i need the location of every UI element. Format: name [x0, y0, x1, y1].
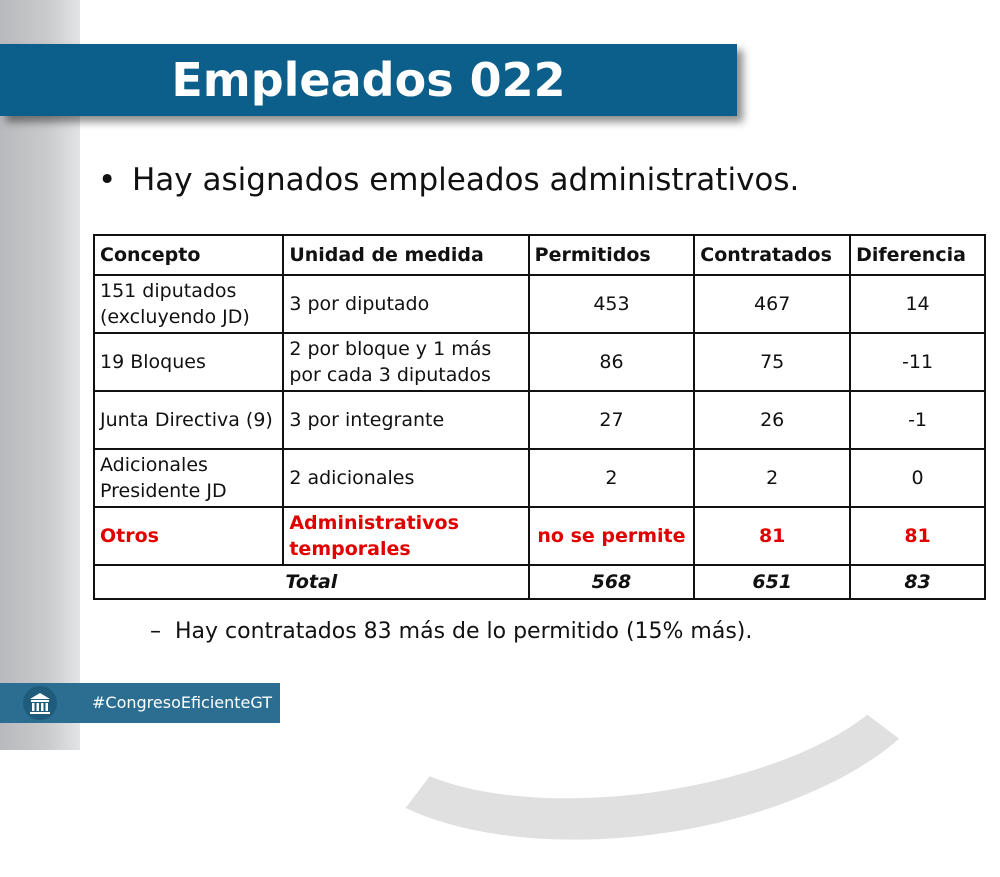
cell-contratados: 81: [694, 507, 850, 565]
total-contratados: 651: [694, 565, 850, 599]
header-permitidos: Permitidos: [529, 235, 695, 275]
cell-contratados: 467: [694, 275, 850, 333]
total-permitidos: 568: [529, 565, 695, 599]
cell-permitidos: 27: [529, 391, 695, 449]
footer-hashtag: #CongresoEficienteGT: [92, 693, 272, 712]
header-contratados: Contratados: [694, 235, 850, 275]
cell-diferencia: 81: [850, 507, 985, 565]
cell-concepto: 151 diputados (excluyendo JD): [94, 275, 283, 333]
cell-contratados: 75: [694, 333, 850, 391]
slide-title: Empleados 022: [171, 53, 566, 107]
header-concepto: Concepto: [94, 235, 283, 275]
table-total-row: [94, 565, 985, 599]
total-label: Total: [94, 565, 529, 599]
cell-concepto: Otros: [94, 507, 283, 565]
cell-unidad: Administrativos temporales: [283, 507, 528, 565]
header-unidad: Unidad de medida: [283, 235, 528, 275]
main-bullet: [98, 162, 799, 198]
cell-diferencia: 14: [850, 275, 985, 333]
bullet-dot: •: [98, 162, 117, 198]
cell-diferencia: -11: [850, 333, 985, 391]
cell-unidad: 2 adicionales: [283, 449, 528, 507]
cell-diferencia: -1: [850, 391, 985, 449]
cell-contratados: 26: [694, 391, 850, 449]
table-row: [94, 449, 985, 507]
cell-permitidos: 453: [529, 275, 695, 333]
cell-unidad: 3 por integrante: [283, 391, 528, 449]
table-row: [94, 391, 985, 449]
cell-permitidos: no se permite: [529, 507, 695, 565]
cell-unidad: 2 por bloque y 1 más por cada 3 diputados: [283, 333, 528, 391]
sub-bullet-dash: –: [150, 619, 161, 644]
sub-bullet-text: Hay contratados 83 más de lo permitido (15% más).: [175, 619, 753, 644]
table-header-row: [94, 235, 985, 275]
title-banner: [0, 44, 737, 116]
cell-permitidos: 2: [529, 449, 695, 507]
table-row: [94, 275, 985, 333]
cell-concepto: 19 Bloques: [94, 333, 283, 391]
cell-concepto: Adicionales Presidente JD: [94, 449, 283, 507]
cell-concepto: Junta Directiva (9): [94, 391, 283, 449]
header-diferencia: Diferencia: [850, 235, 985, 275]
main-bullet-text: Hay asignados empleados administrativos.: [132, 162, 800, 198]
cell-unidad: 3 por diputado: [283, 275, 528, 333]
employees-table: [93, 234, 986, 600]
cell-permitidos: 86: [529, 333, 695, 391]
table-row-highlight: [94, 507, 985, 565]
cell-contratados: 2: [694, 449, 850, 507]
congress-building-icon: [22, 685, 58, 721]
cell-diferencia: 0: [850, 449, 985, 507]
total-diferencia: 83: [850, 565, 985, 599]
table-row: [94, 333, 985, 391]
sub-bullet: [150, 619, 752, 644]
